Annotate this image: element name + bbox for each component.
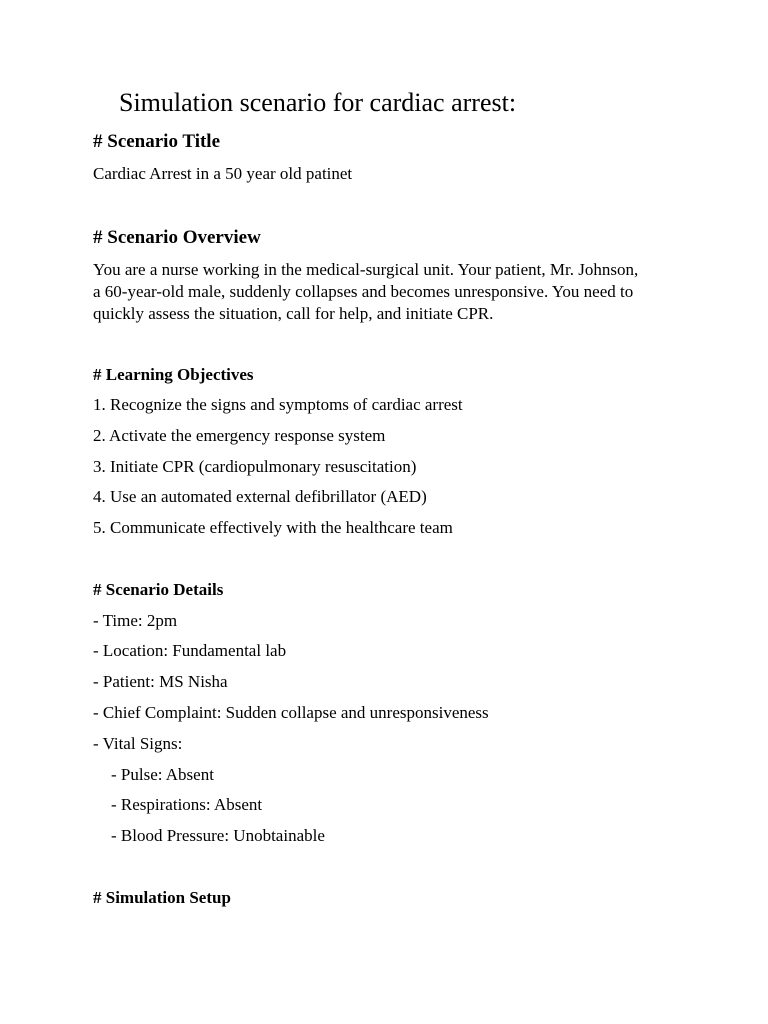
overview-line: quickly assess the situation, call for help, and initiate CPR.	[93, 304, 494, 323]
vital-sign-item: - Respirations: Absent	[111, 795, 263, 814]
scenario-title-heading: # Scenario Title	[93, 131, 221, 152]
learning-objectives-heading: # Learning Objectives	[93, 365, 254, 384]
scenario-details-heading: # Scenario Details	[93, 580, 224, 599]
details-item: - Vital Signs:	[93, 734, 183, 753]
simulation-setup-heading: # Simulation Setup	[93, 888, 231, 907]
vital-sign-item: - Pulse: Absent	[111, 765, 214, 784]
objective-item: 5. Communicate effectively with the healthcare team	[93, 518, 453, 537]
document-title: Simulation scenario for cardiac arrest:	[119, 88, 517, 117]
details-item: - Chief Complaint: Sudden collapse and unresponsiveness	[93, 703, 489, 722]
objective-item: 4. Use an automated external defibrillator (AED)	[93, 487, 427, 506]
objective-item: 2. Activate the emergency response system	[93, 426, 386, 445]
vital-sign-item: - Blood Pressure: Unobtainable	[111, 826, 325, 845]
objective-item: 3. Initiate CPR (cardiopulmonary resuscitation)	[93, 457, 417, 476]
scenario-overview-heading: # Scenario Overview	[93, 227, 261, 248]
details-item: - Location: Fundamental lab	[93, 641, 287, 660]
scenario-title-text: Cardiac Arrest in a 50 year old patinet	[93, 164, 353, 183]
overview-line: a 60-year-old male, suddenly collapses and becomes unresponsive. You need to	[93, 282, 634, 301]
scenario-overview-paragraph	[93, 259, 693, 325]
details-item: - Time: 2pm	[93, 611, 178, 630]
objective-item: 1. Recognize the signs and symptoms of cardiac arrest	[93, 395, 463, 414]
overview-line: You are a nurse working in the medical-surgical unit. Your patient, Mr. Johnson,	[93, 260, 639, 279]
details-item: - Patient: MS Nisha	[93, 672, 228, 691]
